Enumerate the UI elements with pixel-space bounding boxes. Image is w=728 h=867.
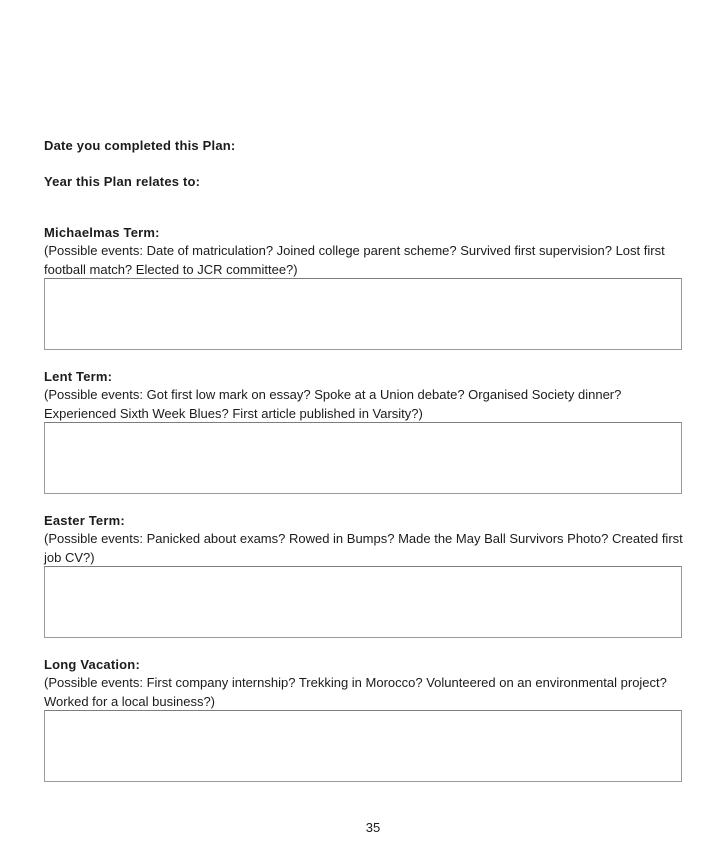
section-prompt: (Possible events: Got first low mark on essay? Spoke at a Union debate? Organised Society dinner? Experienced Sixth Week Blues? First article published in Varsity?) <box>44 387 622 421</box>
easter-answer-box[interactable] <box>44 566 682 638</box>
long-vacation-section <box>44 656 684 711</box>
section-title: Michaelmas Term: <box>44 225 160 240</box>
long-vacation-answer-box[interactable] <box>44 710 682 782</box>
michaelmas-answer-box[interactable] <box>44 278 682 350</box>
easter-section <box>44 512 684 567</box>
section-title: Lent Term: <box>44 369 113 384</box>
year-relates-label: Year this Plan relates to: <box>44 174 201 189</box>
section-title: Easter Term: <box>44 513 125 528</box>
section-prompt: (Possible events: Date of matriculation? Joined college parent scheme? Survived first supervision? Lost first football match? Elected to JCR committee?) <box>44 243 665 277</box>
date-completed-label: Date you completed this Plan: <box>44 138 236 153</box>
page-number: 35 <box>365 820 381 835</box>
michaelmas-section <box>44 224 684 279</box>
lent-answer-box[interactable] <box>44 422 682 494</box>
lent-section <box>44 368 684 423</box>
section-prompt: (Possible events: First company internship? Trekking in Morocco? Volunteered on an environmental project? Worked for a local business?) <box>44 675 667 709</box>
section-prompt: (Possible events: Panicked about exams? Rowed in Bumps? Made the May Ball Survivors Photo? Created first job CV?) <box>44 531 683 565</box>
section-title: Long Vacation: <box>44 657 140 672</box>
